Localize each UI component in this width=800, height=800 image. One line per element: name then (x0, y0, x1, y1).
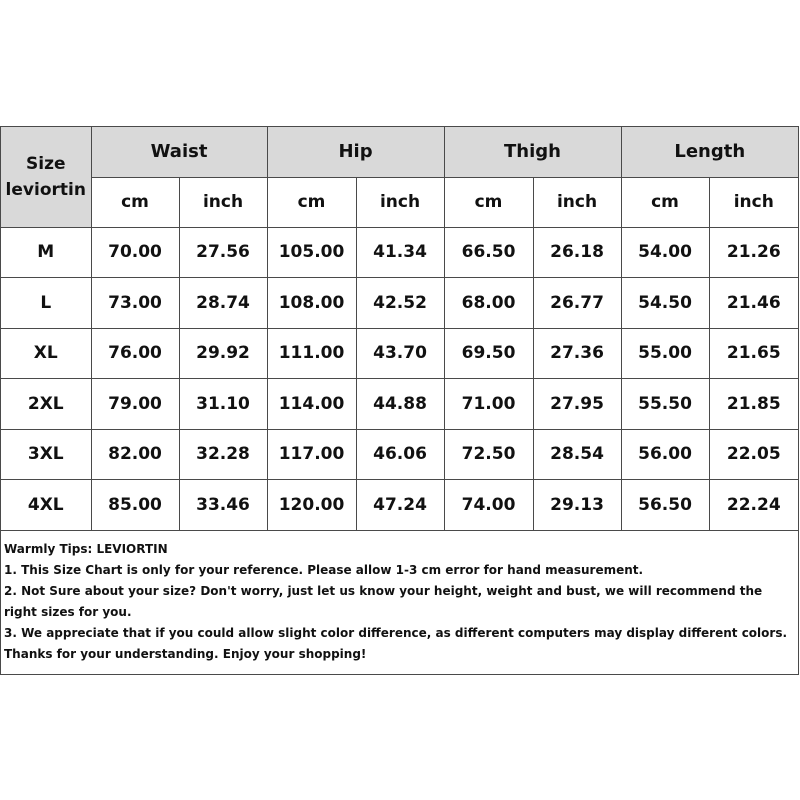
thigh-inch-cell: 26.18 (533, 227, 621, 278)
hip-inch-cell: 42.52 (356, 278, 444, 329)
waist-cm-cell: 76.00 (91, 328, 179, 379)
tip-line: 1. This Size Chart is only for your reference. Please allow 1-3 cm error for hand measurement. (4, 563, 644, 577)
table-row (1, 429, 798, 480)
thigh-cm-cell: 66.50 (444, 227, 533, 278)
length-cm-cell: 56.00 (621, 429, 709, 480)
size-chart (0, 126, 799, 675)
table-row (1, 480, 798, 531)
waist-inch-cell: 27.56 (179, 227, 267, 278)
waist-inch-cell: 28.74 (179, 278, 267, 329)
tip-line: 2. Not Sure about your size? Don't worry, just let us know your height, weight and bust, we will recommend the right sizes for you. (4, 584, 763, 619)
hip-cm-header: cm (267, 177, 356, 227)
hip-cm-cell: 108.00 (267, 278, 356, 329)
table-row (1, 379, 798, 430)
waist-inch-cell: 32.28 (179, 429, 267, 480)
waist-inch-header: inch (179, 177, 267, 227)
warmly-tips (4, 539, 794, 665)
waist-cm-cell: 82.00 (91, 429, 179, 480)
length-inch-cell: 22.24 (709, 480, 798, 531)
table-row (1, 227, 798, 278)
thigh-inch-cell: 26.77 (533, 278, 621, 329)
waist-inch-cell: 31.10 (179, 379, 267, 430)
thigh-cm-cell: 72.50 (444, 429, 533, 480)
length-inch-cell: 21.85 (709, 379, 798, 430)
size-table (1, 127, 798, 531)
length-inch-cell: 21.65 (709, 328, 798, 379)
hip-inch-cell: 47.24 (356, 480, 444, 531)
waist-cm-cell: 79.00 (91, 379, 179, 430)
size-cell: XL (1, 328, 91, 379)
length-cm-cell: 55.00 (621, 328, 709, 379)
size-column-header (1, 127, 91, 227)
thigh-cm-cell: 71.00 (444, 379, 533, 430)
size-cell: L (1, 278, 91, 329)
size-cell: 3XL (1, 429, 91, 480)
waist-cm-header: cm (91, 177, 179, 227)
tip-line: 3. We appreciate that if you could allow slight color difference, as different computers may display different colors. (4, 626, 788, 640)
length-inch-cell: 22.05 (709, 429, 798, 480)
hip-cm-cell: 120.00 (267, 480, 356, 531)
waist-cm-cell: 85.00 (91, 480, 179, 531)
brand-header-label: leviortin (5, 179, 86, 200)
thigh-header: Thigh (444, 127, 621, 177)
thigh-inch-cell: 27.36 (533, 328, 621, 379)
waist-inch-cell: 33.46 (179, 480, 267, 531)
hip-cm-cell: 105.00 (267, 227, 356, 278)
hip-inch-cell: 44.88 (356, 379, 444, 430)
group-header-row (1, 127, 798, 177)
length-cm-cell: 56.50 (621, 480, 709, 531)
waist-inch-cell: 29.92 (179, 328, 267, 379)
thigh-cm-cell: 74.00 (444, 480, 533, 531)
length-inch-cell: 21.46 (709, 278, 798, 329)
waist-cm-cell: 73.00 (91, 278, 179, 329)
thigh-inch-cell: 27.95 (533, 379, 621, 430)
thigh-inch-header: inch (533, 177, 621, 227)
hip-inch-header: inch (356, 177, 444, 227)
length-cm-cell: 55.50 (621, 379, 709, 430)
waist-cm-cell: 70.00 (91, 227, 179, 278)
size-cell: 2XL (1, 379, 91, 430)
hip-cm-cell: 111.00 (267, 328, 356, 379)
thigh-inch-cell: 29.13 (533, 480, 621, 531)
length-cm-cell: 54.00 (621, 227, 709, 278)
table-row (1, 278, 798, 329)
tip-line: Thanks for your understanding. Enjoy your shopping! (4, 647, 367, 661)
thigh-cm-header: cm (444, 177, 533, 227)
hip-header: Hip (267, 127, 444, 177)
hip-inch-cell: 46.06 (356, 429, 444, 480)
thigh-inch-cell: 28.54 (533, 429, 621, 480)
thigh-cm-cell: 68.00 (444, 278, 533, 329)
size-header-label: Size (26, 153, 66, 174)
hip-cm-cell: 114.00 (267, 379, 356, 430)
unit-header-row (1, 177, 798, 227)
length-inch-header: inch (709, 177, 798, 227)
tips-title: Warmly Tips: LEVIORTIN (4, 542, 168, 556)
length-cm-header: cm (621, 177, 709, 227)
size-cell: M (1, 227, 91, 278)
size-cell: 4XL (1, 480, 91, 531)
hip-inch-cell: 41.34 (356, 227, 444, 278)
table-row (1, 328, 798, 379)
thigh-cm-cell: 69.50 (444, 328, 533, 379)
hip-cm-cell: 117.00 (267, 429, 356, 480)
length-inch-cell: 21.26 (709, 227, 798, 278)
length-header: Length (621, 127, 798, 177)
hip-inch-cell: 43.70 (356, 328, 444, 379)
length-cm-cell: 54.50 (621, 278, 709, 329)
waist-header: Waist (91, 127, 267, 177)
